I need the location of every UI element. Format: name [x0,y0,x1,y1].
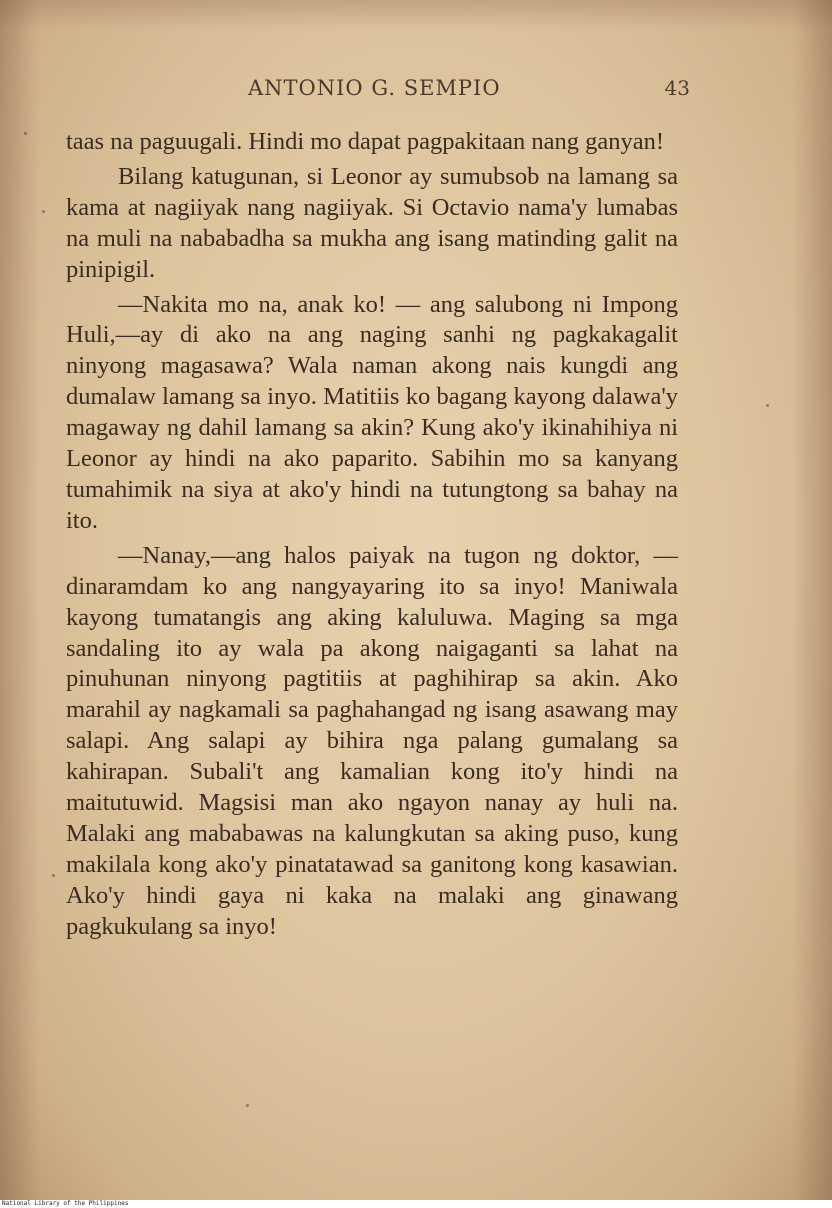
paper-speck [42,210,45,213]
paper-speck [52,874,55,877]
paragraph-1: taas na paguugali. Hindi mo dapat pagpakitaan nang ganyan! [66,128,665,155]
page-header [66,76,690,106]
paragraph-4: —Nanay,—ang halos paiyak na tugon ng doktor, — dinaramdam ko ang nangyayaring ito sa inyo! Maniwala kayong tumatangis ang aking kaluluwa. Maging sa mga sandaling ito ay wala pa akong naigaganti sa lahat na pinuhunan ninyong pagtitiis at paghihirap sa akin. Ako marahil ay nagkamali sa paghahangad ng isang asawang may salapi. Ang salapi ay bihira nga palang gumalang sa kahirapan. Subali't ang kamalian kong ito'y hindi na maitutuwid. Magsisi man ako ngayon nanay ay huli na. Malaki ang mababawas na kalungkutan sa aking puso, kung makilala kong ako'y pinatatawad sa ganitong kong kasawian. Ako'y hindi gaya ni kaka na malaki ang ginawang pagkukulang sa inyo! [66,541,678,940]
paper-speck [766,404,769,407]
paragraph-2: Bilang katugunan, si Leonor ay sumubsob na lamang sa kama at nagiiyak nang nagiiyak. Si Octavio nama'y lumabas na muli na nababadha sa mukha ang isang matinding galit na pinipigil. [66,162,678,283]
paper-speck [246,1104,249,1107]
page-edge-shadow-left [0,0,40,1200]
running-head: ANTONIO G. SEMPIO [248,76,501,100]
page-number: 43 [664,76,690,100]
page-edge-shadow-top [0,0,832,30]
footer-credit: National Library of the Philippines [2,1200,129,1207]
body-text [66,127,678,943]
page-edge-shadow-right [792,0,832,1200]
paragraph-3: —Nakita mo na, anak ko! — ang salubong ni Impong Huli,—ay di ako na ang naging sanhi ng pagkakagalit ninyong magasawa? Wala naman akong nais kungdi ang dumalaw lamang sa inyo. Matitiis ko bagang kayong dalawa'y magaway ng dahil lamang sa akin? Kung ako'y ikinahihiya ni Leonor ay hindi na ako paparito. Sabihin mo sa kanyang tumahimik na siya at ako'y hindi na tutungtong sa bahay na ito. [66,290,678,534]
paper-speck [24,132,27,135]
